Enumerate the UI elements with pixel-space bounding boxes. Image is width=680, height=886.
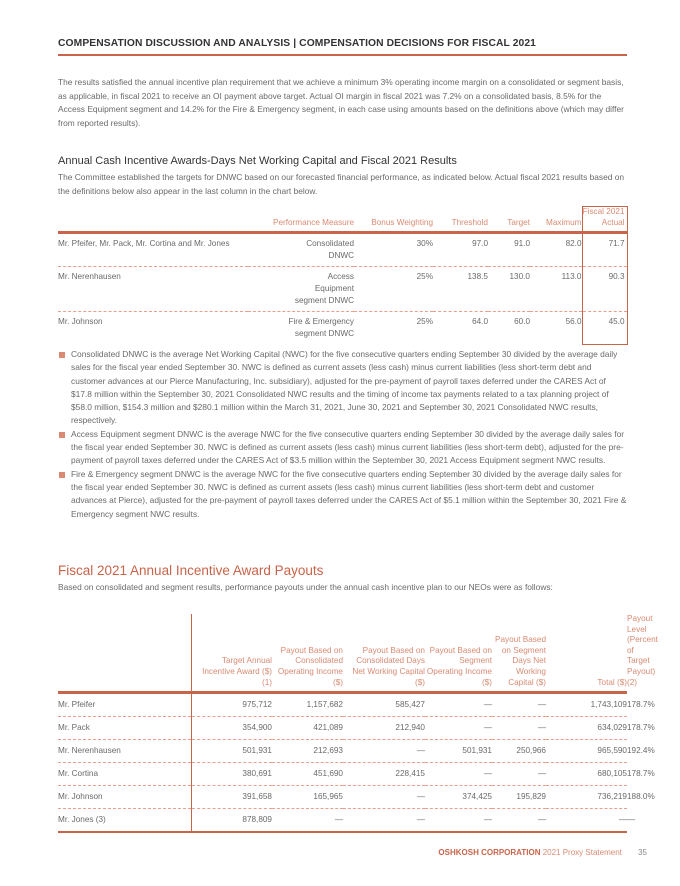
table-cell: Mr. Johnson bbox=[58, 786, 191, 809]
table-cell: Consolidated DNWC bbox=[248, 233, 354, 267]
table-cell: 1,157,682 bbox=[272, 693, 343, 717]
table-cell: — bbox=[343, 786, 425, 809]
table-cell: — bbox=[416, 815, 425, 825]
table-cell: — bbox=[425, 763, 492, 786]
column-header bbox=[58, 614, 191, 693]
table-cell: 212,940 bbox=[343, 717, 425, 740]
intro-paragraph: The results satisfied the annual incentive plan requirement that we achieve a minimum 3% operating income margin on a consolidated or segment basis, as applicable, in fiscal 2021 to receive an OI payment above target. Actual OI margin in fiscal 2021 was 7.2% on a consolidated basis, 8.5% for the Access Equipment segment and 14.2% for the Fire & Emergency segment, in each case using amounts based on the definitions above (which may differ from reported results). bbox=[58, 77, 624, 128]
page-number: 35 bbox=[638, 848, 647, 857]
definition-bullet bbox=[58, 468, 627, 521]
table-cell: Mr. Pfeifer, Mr. Pack, Mr. Cortina and Mr. Jones bbox=[58, 233, 248, 267]
table-cell: 130.0 bbox=[488, 267, 530, 312]
table-row: Mr. Pfeifer 975,712 1,157,682 585,427 — — 1,743,109 178.7% bbox=[58, 693, 627, 717]
table-cell: — bbox=[483, 815, 492, 825]
payouts-table bbox=[58, 614, 658, 833]
column-header: Target Annual Incentive Award ($) (1) bbox=[191, 614, 272, 693]
table-cell: Mr. Johnson bbox=[58, 317, 103, 327]
table-cell: 45.0 bbox=[582, 312, 627, 345]
table-header-row: Target Annual Incentive Award ($) (1) Payout Based on Consolidated Operating Income ($) Payout Based on Consolidated Days Net Working Capital ($) Payout Based on Segment Operating Income ($) Payout Based on Segment Days Net Working Capital ($) Total ($) Payout Level (Percent of Target Payout) (2) bbox=[58, 614, 627, 693]
table-cell: 195,829 bbox=[492, 786, 546, 809]
table-cell: Mr. Pfeifer bbox=[58, 693, 191, 717]
table-cell: — bbox=[334, 815, 343, 825]
table-header-row bbox=[58, 207, 627, 233]
table-cell: — bbox=[537, 815, 546, 825]
table-cell: 965,590 bbox=[546, 740, 627, 763]
column-header: Performance Measure bbox=[273, 217, 354, 227]
dnwc-intro: The Committee established the targets for DNWC based on our forecasted financial performance, as indicated below. Actual fiscal 2021 results based on the definitions below also appear in the last column in the chart below. bbox=[58, 172, 625, 196]
dnwc-definitions bbox=[58, 348, 627, 521]
column-header bbox=[58, 207, 248, 233]
table-cell: 374,425 bbox=[425, 786, 492, 809]
column-header: Payout Based on Consolidated Days Net Working Capital ($) bbox=[352, 645, 425, 687]
table-cell: 250,966 bbox=[492, 740, 546, 763]
table-cell: 501,931 bbox=[425, 740, 492, 763]
table-cell: — bbox=[425, 717, 492, 740]
table-row bbox=[58, 233, 627, 267]
table-cell: Mr. Jones (3) bbox=[58, 815, 106, 825]
table-row bbox=[58, 267, 627, 312]
table-cell: 975,712 bbox=[191, 693, 272, 717]
table-cell: — bbox=[618, 815, 627, 825]
dnwc-table bbox=[58, 206, 628, 345]
table-row: Mr. Jones (3) 878,809 — — — — — — bbox=[58, 809, 627, 833]
dnwc-heading: Annual Cash Incentive Awards-Days Net Working Capital and Fiscal 2021 Results bbox=[58, 155, 457, 167]
table-cell: 421,089 bbox=[272, 717, 343, 740]
definition-bullet bbox=[58, 428, 627, 468]
column-header: Payout Based on Consolidated Operating Income ($) bbox=[277, 645, 343, 687]
table-cell: 113.0 bbox=[530, 267, 582, 312]
table-cell: Access Equipment segment DNWC bbox=[248, 267, 354, 312]
table-cell: Fire & Emergency segment DNWC bbox=[288, 317, 354, 339]
table-cell: — bbox=[492, 693, 546, 717]
table-row bbox=[58, 312, 627, 345]
table-cell: 30% bbox=[354, 233, 433, 267]
table-cell: 585,427 bbox=[343, 693, 425, 717]
table-cell: 82.0 bbox=[530, 233, 582, 267]
bullet-text: Access Equipment segment DNWC is the average NWC for the five consecutive quarters ending September 30 divided by the average daily sales for the fiscal year ended September 30. NWC is defined as current assets (less cash) minus current liabilities (less short-term debt), adjusted for the pre-payment of payroll taxes deferred under the CARES Act of $3.5 million within the September 30, 2021 Access Equipment segment NWC results. bbox=[71, 428, 625, 466]
table-cell: 64.0 bbox=[472, 317, 488, 327]
bullet-square-icon bbox=[59, 432, 65, 438]
table-cell: 56.0 bbox=[565, 317, 582, 327]
table-cell: — bbox=[343, 740, 425, 763]
table-cell: 501,931 bbox=[191, 740, 272, 763]
table-row: Mr. Pack 354,900 421,089 212,940 — — 634,029 178.7% bbox=[58, 717, 627, 740]
table-cell: 97.0 bbox=[433, 233, 488, 267]
table-cell: — bbox=[492, 763, 546, 786]
table-cell: 680,105 bbox=[546, 763, 627, 786]
table-cell: 25% bbox=[354, 267, 433, 312]
bullet-square-icon bbox=[59, 352, 65, 358]
column-header: Threshold bbox=[451, 217, 488, 227]
table-cell: 451,690 bbox=[272, 763, 343, 786]
column-header: Payout Based on Segment Operating Income ($) bbox=[426, 645, 492, 687]
table-row: Mr. Cortina 380,691 451,690 228,415 — — 680,105 178.7% bbox=[58, 763, 627, 786]
table-cell: 391,658 bbox=[191, 786, 272, 809]
table-row: Mr. Johnson 391,658 165,965 — 374,425 195,829 736,219 188.0% bbox=[58, 786, 627, 809]
bullet-text: Fire & Emergency segment DNWC is the average NWC for the five consecutive quarters ending September 30 divided by the average daily sales for the fiscal year ended September 30. NWC is defined as current assets (less cash) minus current liabilities (less short-term debt and customer advances at Pierce), adjusted for the pre-payment of payroll taxes deferred under the CARES Act of $5.1 million within the September 30, 2021 Fire & Emergency segment NWC results. bbox=[71, 468, 627, 519]
column-header: Total ($) bbox=[597, 677, 627, 687]
table-cell: 165,965 bbox=[272, 786, 343, 809]
table-cell: Mr. Cortina bbox=[58, 763, 191, 786]
column-header: Fiscal 2021 Actual bbox=[582, 207, 627, 233]
table-cell: — bbox=[425, 693, 492, 717]
column-header: Maximum bbox=[546, 217, 582, 227]
bullet-square-icon bbox=[59, 472, 65, 478]
table-cell: 736,219 bbox=[546, 786, 627, 809]
table-cell: 228,415 bbox=[343, 763, 425, 786]
column-header: Payout Based on Segment Days Net Working Capital ($) bbox=[495, 635, 546, 687]
document-name: 2021 Proxy Statement bbox=[542, 848, 622, 857]
table-cell: 634,029 bbox=[546, 717, 627, 740]
page-footer bbox=[438, 848, 647, 857]
table-cell: 354,900 bbox=[191, 717, 272, 740]
table-cell: Mr. Nerenhausen bbox=[58, 740, 191, 763]
table-cell: — bbox=[492, 717, 546, 740]
bullet-text: Consolidated DNWC is the average Net Working Capital (NWC) for the five consecutive quarters ending September 30 divided by the average daily sales for the fiscal year ended September 30. NWC is defined as current assets (less cash) minus current liabilities (less short-term debt and customer advances at our Pierce Manufacturing, Inc. subsidiary), adjusted for the pre-payment of payroll taxes deferred under the CARES Act of $17.8 million within the September 30, 2021 Consolidated NWC results and the timing of income tax payments related to a tax planning project of $58.0 million, $154.3 million and $280.1 million within the March 31, 2021, June 30, 2021 and September 30, 2021 Consolidated NWC results, respectively. bbox=[71, 349, 618, 426]
table-cell: Mr. Pack bbox=[58, 717, 191, 740]
table-cell: 91.0 bbox=[488, 233, 530, 267]
payouts-intro: Based on consolidated and segment results, performance payouts under the annual cash incentive plan to our NEOs were as follows: bbox=[58, 582, 553, 592]
table-cell: 878,809 bbox=[191, 809, 272, 833]
definition-bullet bbox=[58, 348, 627, 428]
table-cell: 138.5 bbox=[433, 267, 488, 312]
table-cell: 212,693 bbox=[272, 740, 343, 763]
company-name: OSHKOSH CORPORATION bbox=[438, 848, 541, 857]
table-row: Mr. Nerenhausen 501,931 212,693 — 501,931 250,966 965,590 192.4% bbox=[58, 740, 627, 763]
column-header: Bonus Weighting bbox=[371, 217, 433, 227]
table-cell: 25% bbox=[416, 317, 433, 327]
table-cell: 380,691 bbox=[191, 763, 272, 786]
table-cell: Mr. Nerenhausen bbox=[58, 267, 248, 312]
table-cell: 1,743,109 bbox=[546, 693, 627, 717]
payouts-heading: Fiscal 2021 Annual Incentive Award Payouts bbox=[58, 563, 324, 578]
column-header: Target bbox=[507, 217, 530, 227]
table-cell: 60.0 bbox=[514, 317, 530, 327]
section-header: COMPENSATION DISCUSSION AND ANALYSIS | COMPENSATION DECISIONS FOR FISCAL 2021 bbox=[58, 38, 627, 56]
table-cell: 71.7 bbox=[582, 233, 627, 267]
table-cell: 90.3 bbox=[582, 267, 627, 312]
